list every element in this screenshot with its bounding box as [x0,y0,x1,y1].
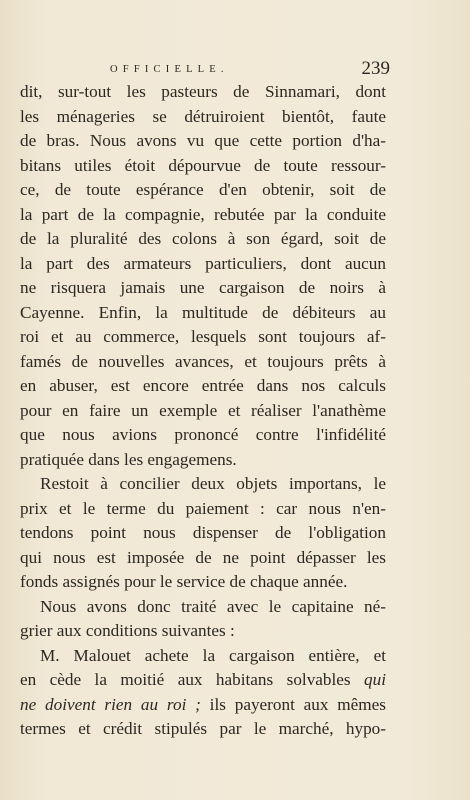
text-line: ne risquera jamais une cargaison de noirs à [20,278,386,297]
text-line: termes et crédit stipulés par le marché, hypo- [20,719,386,738]
italic-run: ne doivent rien au roi ; [20,694,201,714]
paragraph-start-line: Nous avons donc traité avec le capitaine né- [40,596,386,616]
text-line: que nous avions prononcé contre l'infidélité [20,425,386,444]
text-line: prix et le terme du paiement : car nous n'en- [20,498,386,518]
paragraph-start-line: Restoit à concilier deux objets importans, le [40,474,386,493]
text-run: ils payeront aux mêmes [200,694,386,714]
text-line: ce, de toute espérance d'en obtenir, soit de [20,180,386,199]
text-line: famés de nouvelles avances, et toujours prêts à [20,351,386,371]
text-line: bitans utiles étoit dépourvue de toute ressour- [20,155,386,175]
text-line: grier aux conditions suivantes : [20,621,235,640]
text-line: roi et au commerce, lesquels sont toujours af- [20,327,386,346]
text-line: tendons point nous dispenser de l'obligation [20,523,386,542]
paragraph-start-line: M. Malouet achete la cargaison entière, et [40,645,386,665]
text-line: dit, sur-tout les pasteurs de Sinnamari, dont [20,82,386,101]
text-line: qui nous est imposée de ne point dépasser les [20,547,386,567]
body-text [20,80,386,742]
text-line: Cayenne. Enfin, la multitude de débiteurs au [20,302,386,322]
running-head [0,58,470,82]
text-line: fonds assignés pour le service de chaque année. [20,572,348,591]
text-line: pour en faire un exemple et réaliser l'anathème [20,400,386,420]
text-line [20,693,386,718]
text-line: la part de la compagnie, rebutée par la conduite [20,204,386,224]
text-line: pratiquée dans les engagemens. [20,449,237,469]
text-line: la part des armateurs particuliers, dont aucun [20,253,386,273]
running-head-title: OFFICIELLE. [110,64,229,75]
page-number: 239 [361,58,390,79]
text-line [20,668,386,693]
text-run: en cède la moitié aux habitans solvables [20,670,365,689]
text-line: de la pluralité des colons à son égard, soit de [20,229,386,248]
text-line: en abuser, est encore entrée dans nos calculs [20,376,386,395]
text-line: de bras. Nous avons vu que cette portion d'ha- [20,131,386,150]
text-line: les ménageries se détruiroient bientôt, faute [20,106,386,126]
italic-run: qui [364,670,386,689]
